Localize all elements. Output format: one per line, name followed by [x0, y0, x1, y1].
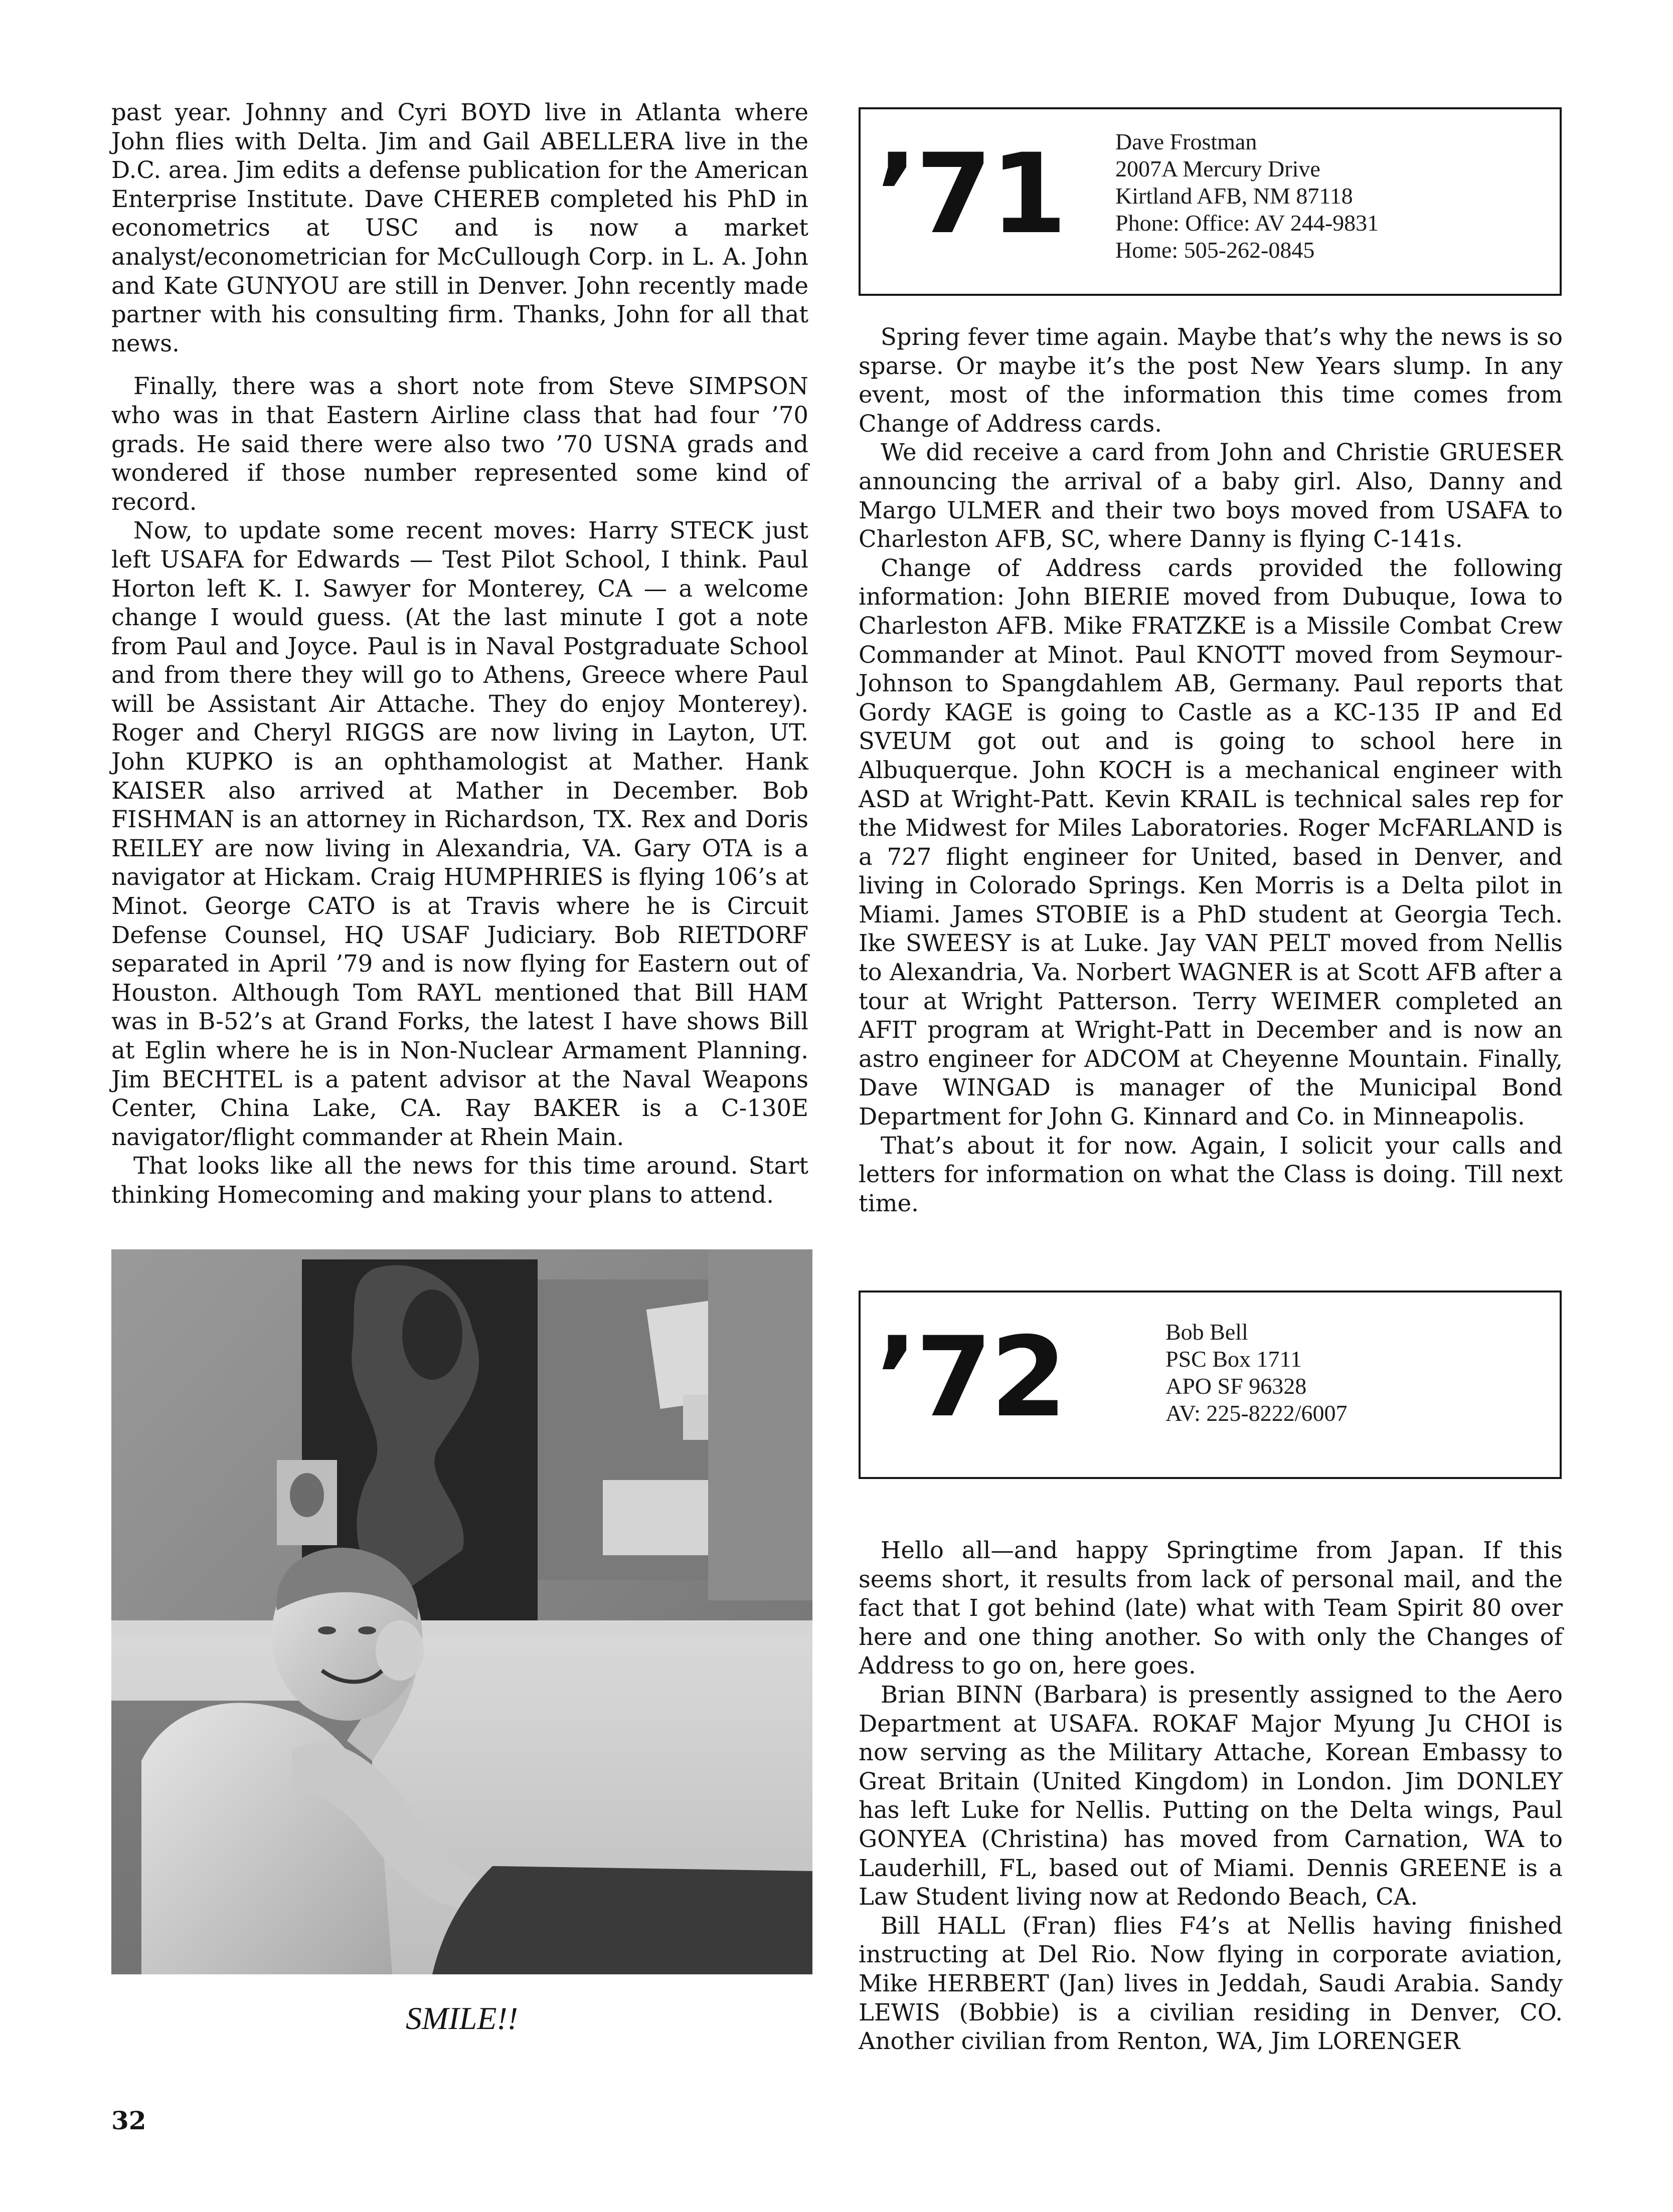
paragraph: Finally, there was a short note from Steve SIMPSON who was in that Eastern Airline class that had four ’70 grads. He said there were also two ’70 USNA grads and wondered if those number represented some kind of record.: [111, 373, 808, 515]
class-72-header-box: [859, 1291, 1562, 1479]
class-71-header-box: [859, 107, 1562, 296]
paragraph: Change of Address cards provided the following information: John BIERIE moved from Dubuque, Iowa to Charleston AFB. Mike FRATZKE is a Missile Combat Crew Commander at Minot. Paul KNOTT moved from Seymour-Johnson to Spangdahlem AB, Germany. Paul reports that Gordy KAGE is going to Castle as a KC-135 IP and Ed SVEUM got out and is going to school here in Albuquerque. John KOCH is a mechanical engineer with ASD at Wright-Patt. Kevin KRAIL is technical sales rep for the Midwest for Miles Laboratories. Roger McFARLAND is a 727 flight engineer for United, based in Denver, and living in Colorado Springs. Ken Morris is a Delta pilot in Miami. James STOBIE is a PhD student at Georgia Tech. Ike SWEESY is at Luke. Jay VAN PELT moved from Nellis to Alexandria, Va. Norbert WAGNER is at Scott AFB after a tour at Wright Patterson. Terry WEIMER completed an AFIT program at Wright-Patt in December and is now an astro engineer for ADCOM at Cheyenne Mountain. Finally, Dave WINGAD is manager of the Municipal Bond Department for John G. Kinnard and Co. in Minneapolis.: [859, 554, 1563, 1131]
address-line: Kirtland AFB, NM 87118: [1115, 183, 1353, 209]
paragraph: Bill HALL (Fran) flies F4’s at Nellis having finished instructing at Del Rio. Now flying in corporate aviation, Mike HERBERT (Jan) lives in Jeddah, Saudi Arabia. Sandy LEWIS (Bobbie) is a civilian residing in Denver, CO. Another civilian from Renton, WA, Jim LORENGER: [859, 1912, 1563, 2055]
address-line: Bob Bell: [1165, 1319, 1248, 1345]
photo-illustration: [111, 1249, 812, 1974]
page-number: 32: [111, 2106, 146, 2135]
address-line: PSC Box 1711: [1165, 1346, 1302, 1372]
class-year-label: ’72: [876, 1313, 1065, 1441]
class-year-label: ’71: [876, 130, 1065, 258]
class-72-text: [859, 1536, 1563, 2056]
address-line: Dave Frostman: [1115, 129, 1257, 154]
paragraph: past year. Johnny and Cyri BOYD live in Atlanta where John flies with Delta. Jim and Gail ABELLERA live in the D.C. area. Jim edits a defense publication for the American Enterprise Institute. Dave CHEREB completed his PhD in econometrics at USC and is now a market analyst/econometrician for McCullough Corp. in L. A. John and Kate GUNYOU are still in Denver. John recently made partner with his consulting firm. Thanks, John for all that news.: [111, 99, 808, 357]
paragraph: Hello all—and happy Springtime from Japan. If this seems short, it results from lack of personal mail, and the fact that I got behind (late) what with Team Spirit 80 over here and one thing another. So with only the Changes of Address to go on, here goes.: [859, 1537, 1563, 1680]
paragraph: We did receive a card from John and Christie GRUESER announcing the arrival of a baby girl. Also, Danny and Margo ULMER and their two boys moved from USAFA to Charleston AFB, SC, where Danny is flying C-141s.: [859, 439, 1563, 553]
paragraph: Now, to update some recent moves: Harry STECK just left USAFA for Edwards — Test Pilot School, I think. Paul Horton left K. I. Sawyer for Monterey, CA — a welcome change I would guess. (At the last minute I got a note from Paul and Joyce. Paul is in Naval Postgraduate School and from there they will go to Athens, Greece where Paul will be Assistant Air Attache. They do enjoy Monterey). Roger and Cheryl RIGGS are now living in Layton, UT. John KUPKO is an ophthamologist at Mather. Hank KAISER also arrived at Mather in December. Bob FISHMAN is an attorney in Richardson, TX. Rex and Doris REILEY are now living in Alexandria, VA. Gary OTA is a navigator at Hickam. Craig HUMPHRIES is flying 106’s at Minot. George CATO is at Travis where he is Circuit Defense Counsel, HQ USAF Judiciary. Bob RIETDORF separated in April ’79 and is now flying for Eastern out of Houston. Although Tom RAYL mentioned that Bill HAM was in B-52’s at Grand Forks, the latest I have shows Bill at Eglin where he is in Non-Nuclear Armament Planning. Jim BECHTEL is a patent advisor at the Naval Weapons Center, China Lake, CA. Ray BAKER is a C-130E navigator/flight commander at Rhein Main.: [111, 517, 808, 1151]
paragraph: That’s about it for now. Again, I solicit your calls and letters for information on what the Class is doing. Till next time.: [859, 1132, 1563, 1217]
address-line: 2007A Mercury Drive: [1115, 156, 1320, 181]
class-secretary-address: [1165, 1319, 1347, 1427]
address-line: Home: 505-262-0845: [1115, 237, 1315, 263]
paragraph: That looks like all the news for this time around. Start thinking Homecoming and making your plans to attend.: [111, 1152, 808, 1208]
address-line: APO SF 96328: [1165, 1373, 1307, 1399]
class-71-text: [859, 323, 1563, 1218]
photo: [111, 1249, 812, 1974]
left-column-text: [111, 98, 808, 1210]
class-secretary-address: [1115, 128, 1379, 264]
paragraph: Brian BINN (Barbara) is presently assigned to the Aero Department at USAFA. ROKAF Major Myung Ju CHOI is now serving as the Military Attache, Korean Embassy to Great Britain (United Kingdom) in London. Jim DONLEY has left Luke for Nellis. Putting on the Delta wings, Paul GONYEA (Christina) has moved from Carnation, WA to Lauderhill, FL, based out of Miami. Dennis GREENE is a Law Student living now at Redondo Beach, CA.: [859, 1681, 1563, 1911]
address-line: Phone: Office: AV 244-9831: [1115, 210, 1379, 236]
photo-caption: SMILE!!: [406, 2000, 518, 2036]
address-line: AV: 225-8222/6007: [1165, 1400, 1348, 1426]
paragraph: Spring fever time again. Maybe that’s why the news is so sparse. Or maybe it’s the post New Years slump. In any event, most of the information this time comes from Change of Address cards.: [859, 323, 1563, 437]
